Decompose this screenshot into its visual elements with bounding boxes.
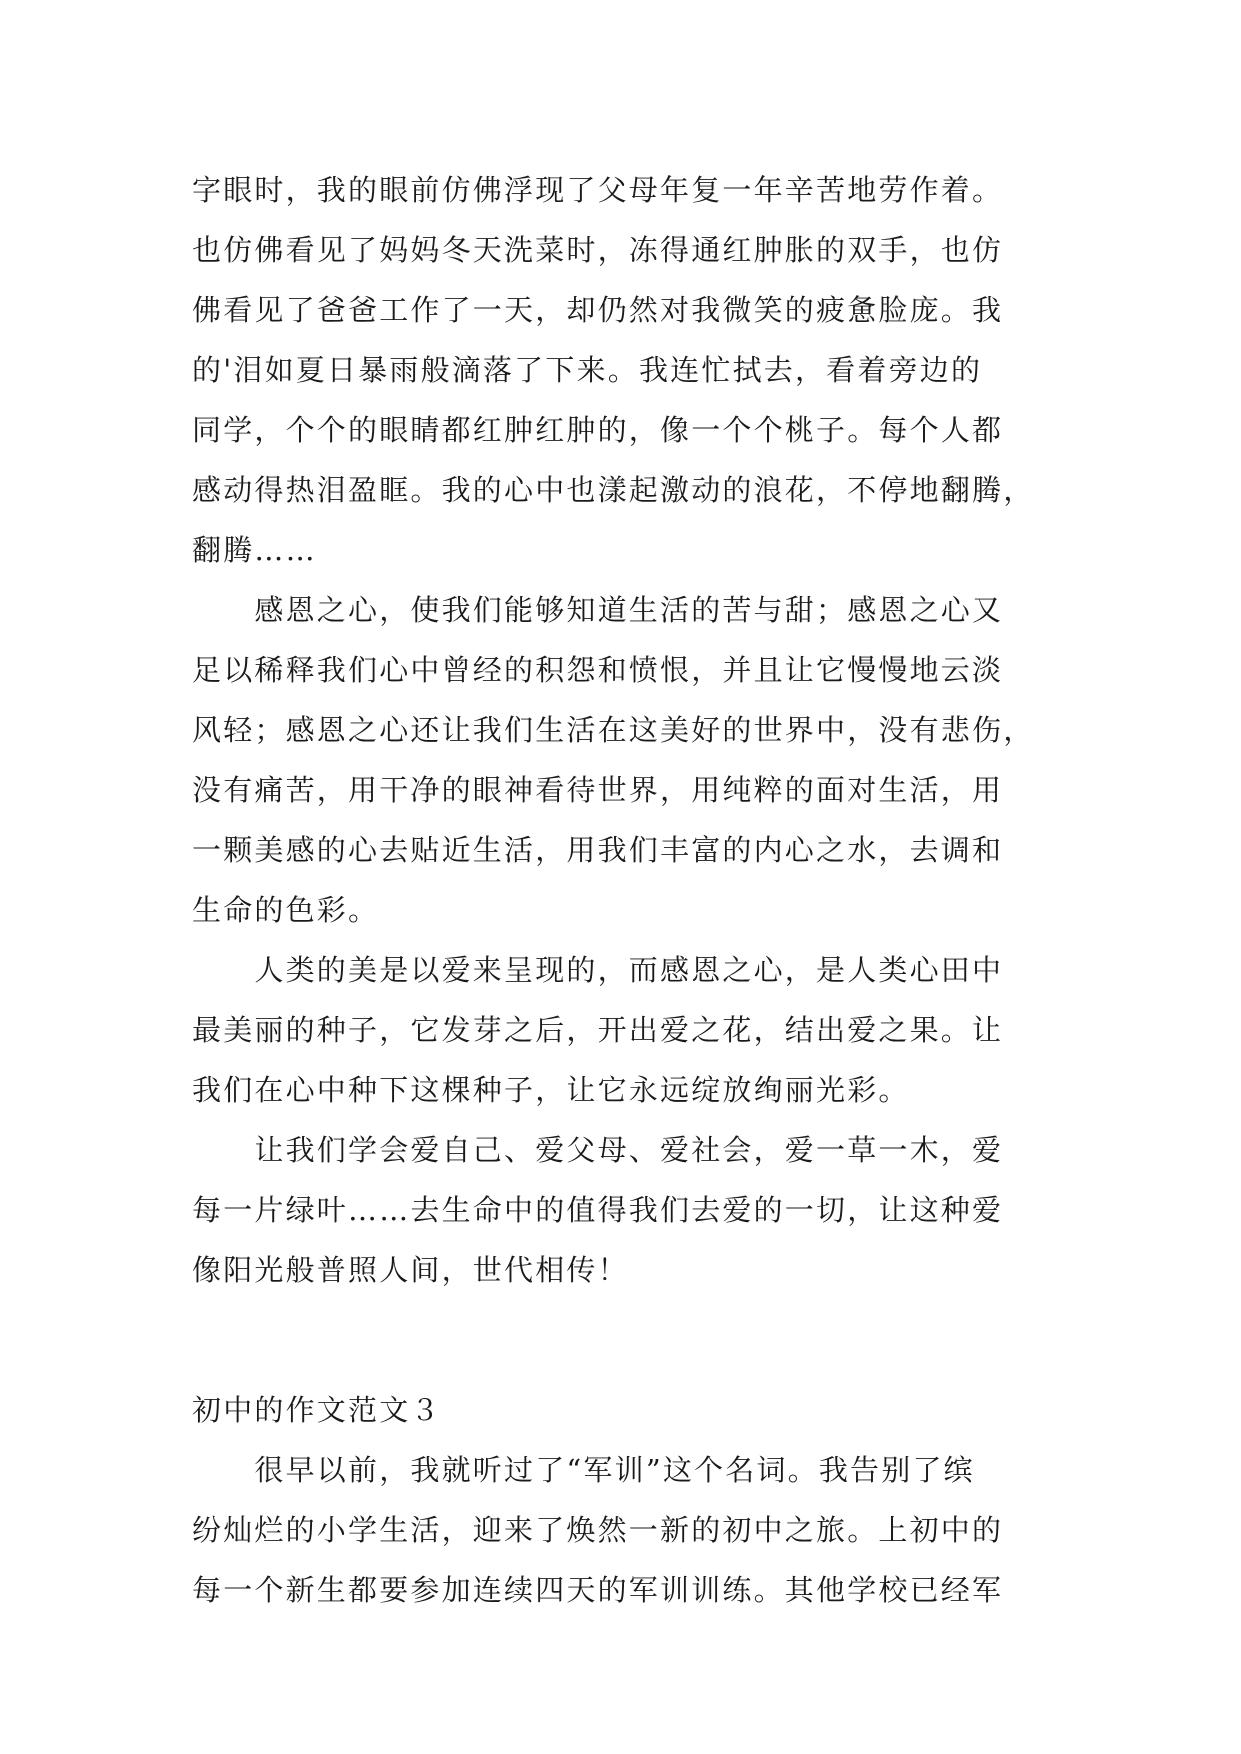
text-line: 很早以前，我就听过了“军训”这个名词。我告别了缤 bbox=[192, 1453, 975, 1487]
text-line: 足以稀释我们心中曾经的积怨和愤恨，并且让它慢慢地云淡 bbox=[192, 653, 1004, 687]
text-line: 佛看见了爸爸工作了一天，却仍然对我微笑的疲惫脸庞。我 bbox=[192, 293, 1004, 327]
text-line: 感动得热泪盈眶。我的心中也漾起激动的浪花，不停地翻腾， bbox=[192, 473, 1035, 507]
text-line: 没有痛苦，用干净的眼神看待世界，用纯粹的面对生活，用 bbox=[192, 773, 1004, 807]
text-line: 最美丽的种子，它发芽之后，开出爱之花，结出爱之果。让 bbox=[192, 1013, 1004, 1047]
text-line: 一颗美感的心去贴近生活，用我们丰富的内心之水，去调和 bbox=[192, 833, 1004, 867]
text-line: 翻腾…… bbox=[192, 533, 317, 567]
text-line: 我们在心中种下这棵种子，让它永远绽放绚丽光彩。 bbox=[192, 1073, 910, 1107]
text-line: 的'泪如夏日暴雨般滴落了下来。我连忙拭去，看着旁边的 bbox=[192, 353, 983, 387]
text-line: 也仿佛看见了妈妈冬天洗菜时，冻得通红肿胀的双手，也仿 bbox=[192, 233, 1004, 267]
section-title: 初中的作文范文３ bbox=[192, 1393, 442, 1427]
text-line: 风轻；感恩之心还让我们生活在这美好的世界中，没有悲伤， bbox=[192, 713, 1035, 747]
text-line: 感恩之心，使我们能够知道生活的苦与甜；感恩之心又 bbox=[192, 593, 1004, 627]
text-line: 人类的美是以爱来呈现的，而感恩之心，是人类心田中 bbox=[192, 953, 1004, 987]
text-line: 让我们学会爱自己、爱父母、爱社会，爱一草一木，爱 bbox=[192, 1133, 1004, 1167]
text-line: 字眼时，我的眼前仿佛浮现了父母年复一年辛苦地劳作着。 bbox=[192, 173, 1004, 207]
text-line: 像阳光般普照人间，世代相传！ bbox=[192, 1253, 629, 1287]
document-body bbox=[192, 160, 1052, 1620]
text-line: 纷灿烂的小学生活，迎来了焕然一新的初中之旅。上初中的 bbox=[192, 1513, 1004, 1547]
text-line: 同学，个个的眼睛都红肿红肿的，像一个个桃子。每个人都 bbox=[192, 413, 1004, 447]
text-line: 生命的色彩。 bbox=[192, 893, 380, 927]
section-spacer bbox=[192, 1300, 1052, 1380]
text-line: 每一片绿叶……去生命中的值得我们去爱的一切，让这种爱 bbox=[192, 1193, 1004, 1227]
text-line: 每一个新生都要参加连续四天的军训训练。其他学校已经军 bbox=[192, 1573, 1004, 1607]
